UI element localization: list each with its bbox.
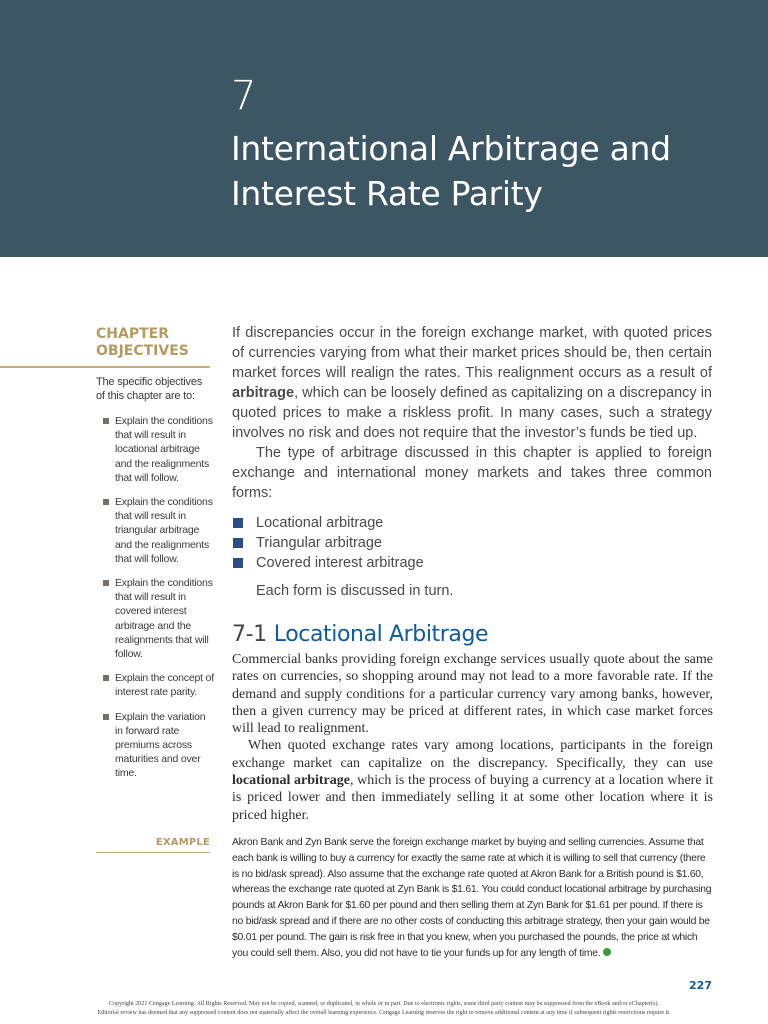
blue-square-bullet-icon: [233, 558, 243, 568]
square-bullet-icon: [103, 714, 109, 720]
form-item: [232, 513, 424, 533]
square-bullet-icon: [103, 418, 109, 424]
square-bullet-icon: [103, 499, 109, 505]
intro-paragraph-1: [232, 323, 712, 443]
objective-text: Explain the variation in forward rate premiums across maturities and over time.: [115, 710, 206, 780]
objective-item: [103, 710, 215, 781]
copyright-line-1: Copyright 2021 Cengage Learning. All Rights Reserved. May not be copied, scanned, or duplicated, in whole or in part. Due to electronic rights, some third party content may be suppressed from the eBook and/or eChapter(s).: [109, 1001, 659, 1007]
chapter-objectives-heading-block: [96, 326, 210, 360]
objective-text: Explain the conditions that will result in triangular arbitrage and the realignments that will follow.: [115, 496, 213, 565]
section-title: Locational Arbitrage: [273, 622, 489, 647]
chapter-header-banner: [0, 0, 768, 257]
intro-text: [232, 323, 712, 503]
objective-item: [103, 671, 215, 699]
chapter-objectives-heading: CHAPTER OBJECTIVES: [96, 326, 189, 359]
example-divider: [96, 852, 210, 853]
objectives-intro: The specific objectives of this chapter are to:: [96, 376, 203, 402]
section-p2-end: , which is the process of buying a currency at a location where it is priced lower and then immediately selling it at some other location where it is priced higher.: [232, 773, 713, 823]
objective-item: [103, 576, 215, 661]
section-paragraph-1: Commercial banks providing foreign exchange services usually quote about the same rates on currencies, so shopping around may not lead to a more favorable rate. If the demand and supply conditions for a particular currency vary among banks, however, then a given currency may be priced at different rates, in which case market forces will lead to realignment.: [232, 652, 713, 737]
objectives-list: [103, 414, 215, 791]
square-bullet-icon: [103, 580, 109, 586]
form-item: [232, 533, 424, 553]
term-locational-arbitrage: locational arbitrage: [232, 773, 350, 789]
form-label: Covered interest arbitrage: [256, 555, 424, 571]
term-arbitrage: arbitrage: [232, 385, 295, 401]
section-paragraph-2: [232, 737, 713, 823]
square-bullet-icon: [103, 675, 109, 681]
intro-paragraph-2: The type of arbitrage discussed in this chapter is applied to foreign exchange and international money markets and takes three common forms:: [232, 445, 712, 501]
copyright-line-2: Editorial review has deemed that any suppressed content does not materially affect the overall learning experience. Cengage Learning reserves the right to remove additional content at any time if subsequent rights restrictions require it.: [97, 1010, 671, 1016]
form-item: [232, 553, 424, 573]
chapter-title: International Arbitrage and Interest Rate Parity: [231, 129, 671, 213]
copyright-notice: [50, 1000, 718, 1018]
intro-p1-start: If discrepancies occur in the foreign exchange market, with quoted prices of currencies varying from what their market prices should be, then certain market forces will realign the rates. This realignment occurs as a result of: [232, 325, 712, 381]
section-p2-start: When quoted exchange rates vary among locations, participants in the foreign exchange market can capitalize on the discrepancy. Specifically, they can use: [232, 738, 713, 771]
section-heading: [232, 619, 488, 651]
forms-closing: Each form is discussed in turn.: [256, 583, 454, 599]
objective-item: [103, 414, 215, 485]
objective-text: Explain the concept of interest rate parity.: [115, 672, 214, 699]
form-label: Locational arbitrage: [256, 515, 384, 531]
objective-text: Explain the conditions that will result in locational arbitrage and the realignments that will follow.: [115, 415, 213, 484]
objectives-divider: [0, 366, 210, 368]
intro-p1-end: , which can be loosely defined as capitalizing on a discrepancy in quoted prices to make a riskless profit. In many cases, such a strategy involves no risk and does not require that the investor’s funds be tied up.: [232, 385, 712, 441]
arbitrage-forms-list: [232, 513, 424, 573]
blue-square-bullet-icon: [233, 538, 243, 548]
end-of-example-dot-icon: [603, 948, 611, 956]
chapter-number: 7: [231, 73, 257, 119]
example-text: [232, 835, 714, 961]
example-body: Akron Bank and Zyn Bank serve the foreign exchange market by buying and selling currencies. Assume that each bank is willing to buy a currency for exactly the same rate at which it is willing to sell that currency (there is no bid/ask spread). Also assume that the exchange rate quoted at Akron Bank for a British pound is $1.60, whereas the exchange rate quoted at Zyn Bank is $1.61. You could conduct locational arbitrage by purchasing pounds at Akron Bank for $1.60 per pound and then selling them at Zyn Bank for $1.61 per pound. If there is no bid/ask spread and if there are no other costs of conducting this arbitrage strategy, then your gain would be $0.01 per pound. The gain is risk free in that you knew, when you purchased the pounds, the price at which you could sell them. Also, you did not have to tie your funds up for any length of time.: [232, 837, 712, 959]
page-number: 227: [689, 979, 712, 992]
objective-item: [103, 495, 215, 566]
blue-square-bullet-icon: [233, 518, 243, 528]
section-body: [232, 651, 713, 824]
form-label: Triangular arbitrage: [256, 535, 382, 551]
section-number: 7-1: [232, 622, 267, 647]
example-label: EXAMPLE: [155, 837, 210, 848]
objective-text: Explain the conditions that will result in covered interest arbitrage and the realignments that will follow.: [115, 577, 213, 661]
